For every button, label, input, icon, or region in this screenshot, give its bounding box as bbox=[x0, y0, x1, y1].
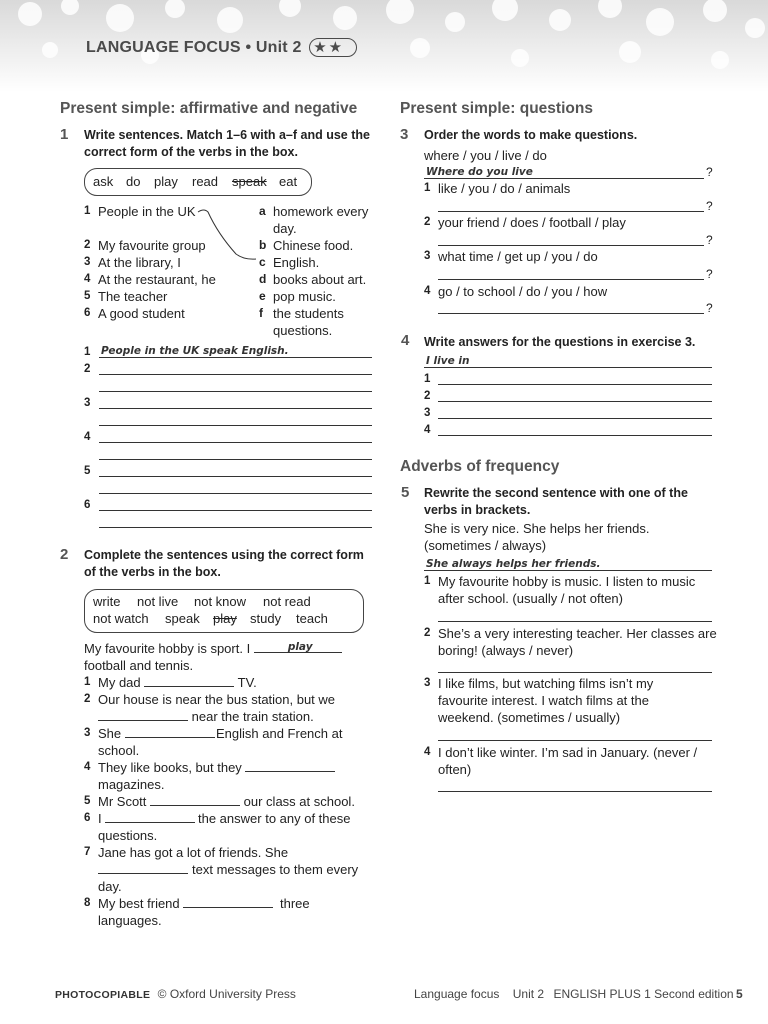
ex2-example-after: football and tennis. bbox=[84, 658, 194, 673]
section-title-present-simple: Present simple: affirmative and negative bbox=[60, 100, 358, 117]
item-number: 4 bbox=[424, 285, 431, 297]
ex3-example-prompt: where / you / live / do bbox=[424, 148, 547, 163]
answer-line[interactable] bbox=[99, 357, 372, 358]
subject-number: 1 bbox=[84, 205, 91, 217]
footer-unit: Unit 2 bbox=[512, 987, 545, 1001]
footer-right bbox=[414, 987, 734, 1001]
word-box-word: not know bbox=[194, 594, 247, 609]
section-title-adverbs: Adverbs of frequency bbox=[400, 458, 560, 475]
item-number: 1 bbox=[424, 575, 431, 587]
answer-line[interactable] bbox=[438, 279, 704, 280]
exercise-5-instruction: Rewrite the second sentence with one of the verbs in brackets. bbox=[424, 486, 688, 517]
answer-line[interactable] bbox=[99, 476, 372, 477]
word-box-1 bbox=[84, 168, 312, 196]
answer-blank[interactable] bbox=[245, 759, 335, 772]
item-text: TV. bbox=[237, 675, 257, 690]
answer-number: 2 bbox=[84, 363, 91, 375]
word-box-word-struck: play bbox=[213, 611, 237, 626]
answer-number: 5 bbox=[84, 465, 91, 477]
item-number: 1 bbox=[424, 182, 431, 194]
ex2-example-before: My favourite hobby is sport. I bbox=[84, 641, 251, 656]
answer-line[interactable] bbox=[438, 791, 712, 792]
item-text: text messages to them every day. bbox=[98, 862, 359, 894]
answer-line[interactable] bbox=[438, 621, 712, 622]
answer-line[interactable] bbox=[99, 391, 372, 392]
exercise-4-number: 4 bbox=[401, 332, 410, 349]
exercise-2-number: 2 bbox=[60, 546, 69, 563]
item-number: 6 bbox=[84, 812, 91, 824]
item-number: 1 bbox=[424, 373, 431, 385]
item-number: 3 bbox=[424, 677, 431, 689]
exercise-3-number: 3 bbox=[400, 126, 409, 143]
ending-text: the students questions. bbox=[273, 306, 344, 338]
section-title-questions: Present simple: questions bbox=[400, 100, 593, 117]
answer-line[interactable] bbox=[438, 384, 712, 385]
item-number: 3 bbox=[424, 250, 431, 262]
exercise-1-instruction: Write sentences. Match 1–6 with a–f and use the correct form of the verbs in the box. bbox=[84, 128, 370, 159]
ending-letter: f bbox=[259, 306, 263, 320]
answer-line[interactable] bbox=[438, 245, 704, 246]
difficulty-stars-icon: ★★ bbox=[309, 38, 357, 57]
item-number: 2 bbox=[424, 390, 431, 402]
word-box-word: eat bbox=[279, 174, 298, 189]
word-box-word: teach bbox=[296, 611, 328, 626]
item-text: your friend / does / football / play bbox=[438, 215, 626, 230]
match-line-graphic bbox=[196, 204, 262, 264]
item-text: I like films, but watching films isn’t my favourite interest. I watch films at the weekend. (sometimes / usually) bbox=[438, 676, 654, 725]
item-text: English and French at school. bbox=[98, 726, 343, 758]
item-text: three languages. bbox=[98, 896, 310, 928]
item-text: go / to school / do / you / how bbox=[438, 284, 608, 299]
ex2-example-answer-handwritten: play bbox=[287, 641, 313, 653]
word-box-word: not watch bbox=[93, 611, 149, 626]
ending-letter: b bbox=[259, 238, 267, 252]
footer-left bbox=[55, 987, 296, 1001]
question-mark: ? bbox=[706, 301, 713, 315]
ex2-item-1 bbox=[98, 674, 257, 691]
ending-text: Chinese food. bbox=[273, 238, 354, 253]
exercise-5-number: 5 bbox=[401, 484, 410, 501]
answer-line[interactable] bbox=[99, 493, 372, 494]
exercise-2-instruction: Complete the sentences using the correct form of the verbs in the box. bbox=[84, 548, 364, 579]
item-text: Jane has got a lot of friends. She bbox=[98, 845, 289, 860]
footer-book: ENGLISH PLUS 1 Second edition bbox=[553, 987, 734, 1001]
exercise-1-number: 1 bbox=[60, 126, 69, 143]
item-number: 1 bbox=[84, 676, 91, 688]
word-box-word-struck: speak bbox=[232, 174, 267, 189]
item-text: like / you / do / animals bbox=[438, 181, 571, 196]
exercise-4-instruction: Write answers for the questions in exercise 3. bbox=[424, 335, 696, 349]
item-number: 4 bbox=[424, 424, 431, 436]
word-box-word: not read bbox=[263, 594, 311, 609]
answer-blank[interactable] bbox=[150, 793, 240, 806]
answer-line[interactable] bbox=[424, 178, 704, 179]
publisher-text: © Oxford University Press bbox=[157, 987, 296, 1001]
item-number: 2 bbox=[84, 693, 91, 705]
item-text: the answer to any of these questions. bbox=[98, 811, 351, 843]
item-text: My favourite hobby is music. I listen to music after school. (usually / not often) bbox=[438, 574, 696, 606]
item-text: They like books, but they bbox=[98, 760, 242, 775]
item-text: She’s a very interesting teacher. Her classes are boring! (always / never) bbox=[438, 626, 717, 658]
word-box-word: study bbox=[250, 611, 282, 626]
answer-line[interactable] bbox=[438, 740, 712, 741]
ending-letter: e bbox=[259, 289, 266, 303]
item-text: our class at school. bbox=[243, 794, 355, 809]
ex2-item-4 bbox=[98, 759, 335, 776]
item-text: Mr Scott bbox=[98, 794, 147, 809]
subject-number: 5 bbox=[84, 290, 91, 302]
example-answer-handwritten: People in the UK speak English. bbox=[101, 345, 289, 357]
question-mark: ? bbox=[706, 165, 713, 179]
answer-line[interactable] bbox=[99, 425, 372, 426]
answer-number: 6 bbox=[84, 499, 91, 511]
answer-number: 3 bbox=[84, 397, 91, 409]
question-mark: ? bbox=[706, 199, 713, 213]
answer-line[interactable] bbox=[438, 418, 712, 419]
ex2-item-2-line2 bbox=[98, 708, 314, 725]
ex2-example-blank bbox=[254, 640, 342, 653]
ending-letter: a bbox=[259, 204, 266, 218]
ex5-example-text: She is very nice. She helps her friends. (sometimes / always) bbox=[424, 521, 650, 553]
ex5-example-answer-handwritten: She always helps her friends. bbox=[426, 558, 601, 570]
answer-line[interactable] bbox=[438, 435, 712, 436]
item-text: near the train station. bbox=[191, 709, 314, 724]
answer-blank[interactable] bbox=[144, 674, 234, 687]
answer-line[interactable] bbox=[99, 374, 372, 375]
answer-line[interactable] bbox=[438, 672, 712, 673]
answer-line[interactable] bbox=[424, 367, 712, 368]
item-number: 4 bbox=[84, 761, 91, 773]
ex2-item-5 bbox=[98, 793, 355, 810]
footer-section: Language focus bbox=[414, 987, 500, 1001]
ending-letter: d bbox=[259, 272, 267, 286]
word-box-word: play bbox=[154, 174, 178, 189]
item-text: magazines. bbox=[98, 777, 165, 792]
header-title: LANGUAGE FOCUS • Unit 2 bbox=[86, 39, 302, 56]
item-text: She bbox=[98, 726, 122, 741]
answer-line[interactable] bbox=[99, 459, 372, 460]
answer-blank[interactable] bbox=[98, 708, 188, 721]
ending-text: pop music. bbox=[273, 289, 336, 304]
item-number: 3 bbox=[84, 727, 91, 739]
word-box-word: not live bbox=[137, 594, 179, 609]
item-text: Our house is near the bus station, but we bbox=[98, 692, 336, 707]
ending-text: homework every day. bbox=[273, 204, 369, 236]
answer-line[interactable] bbox=[438, 313, 704, 314]
answer-line[interactable] bbox=[99, 408, 372, 409]
item-text: My best friend bbox=[98, 896, 180, 911]
answer-line[interactable] bbox=[99, 527, 372, 528]
subject-number: 2 bbox=[84, 239, 91, 251]
answer-number: 4 bbox=[84, 431, 91, 443]
photocopiable-label: PHOTOCOPIABLE bbox=[55, 989, 151, 1001]
word-box-word: do bbox=[126, 174, 141, 189]
subject-text: A good student bbox=[98, 306, 185, 321]
subject-text: At the library, I bbox=[98, 255, 181, 270]
word-box-2 bbox=[84, 589, 364, 633]
subject-text: At the restaurant, he bbox=[98, 272, 216, 287]
item-text: I bbox=[98, 811, 102, 826]
exercise-3-instruction: Order the words to make questions. bbox=[424, 128, 638, 142]
word-box-word: write bbox=[93, 594, 121, 609]
page-header bbox=[86, 38, 357, 57]
subject-text: People in the UK bbox=[98, 204, 196, 219]
item-number: 2 bbox=[424, 216, 431, 228]
item-text: what time / get up / you / do bbox=[438, 249, 598, 264]
ending-text: English. bbox=[273, 255, 320, 270]
subject-text: My favourite group bbox=[98, 238, 206, 253]
answer-line[interactable] bbox=[99, 510, 372, 511]
subject-number: 6 bbox=[84, 307, 91, 319]
item-number: 8 bbox=[84, 897, 91, 909]
question-mark: ? bbox=[706, 233, 713, 247]
item-number: 3 bbox=[424, 407, 431, 419]
item-number: 2 bbox=[424, 627, 431, 639]
ex3-example-answer-handwritten: Where do you live bbox=[426, 166, 533, 178]
item-text: My dad bbox=[98, 675, 141, 690]
subject-text: The teacher bbox=[98, 289, 168, 304]
ending-text: books about art. bbox=[273, 272, 367, 287]
answer-line[interactable] bbox=[99, 442, 372, 443]
item-number: 7 bbox=[84, 846, 91, 858]
question-mark: ? bbox=[706, 267, 713, 281]
word-box-word: read bbox=[192, 174, 219, 189]
word-box-word: speak bbox=[165, 611, 200, 626]
answer-line[interactable] bbox=[424, 570, 712, 571]
item-number: 5 bbox=[84, 795, 91, 807]
subject-number: 3 bbox=[84, 256, 91, 268]
answer-line[interactable] bbox=[438, 401, 712, 402]
subject-number: 4 bbox=[84, 273, 91, 285]
page-number: 5 bbox=[736, 987, 743, 1001]
item-text: I don’t like winter. I’m sad in January. (never / often) bbox=[438, 745, 698, 777]
item-number: 4 bbox=[424, 746, 431, 758]
answer-number: 1 bbox=[84, 346, 91, 358]
ex4-example-answer-handwritten: I live in bbox=[426, 355, 470, 367]
word-box-word: ask bbox=[93, 174, 114, 189]
ex2-example-text bbox=[84, 640, 342, 657]
answer-line[interactable] bbox=[438, 211, 704, 212]
ending-letter: c bbox=[259, 255, 266, 269]
